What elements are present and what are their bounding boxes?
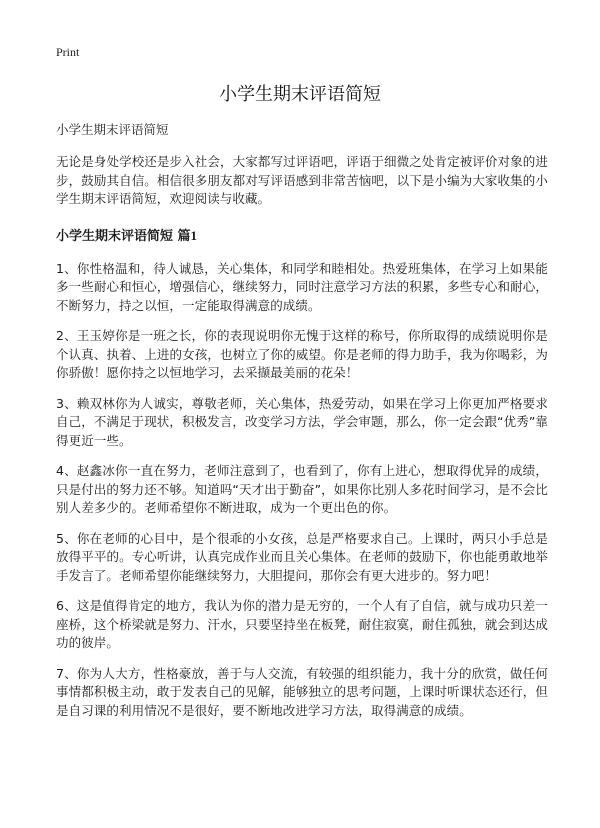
comment-item-5: 5、你在老师的心目中，是个很乖的小女孩，总是严格要求自己。上课时，两只小手总是放得平平的。专心听讲，认真完成作业而且关心集体。在老师的鼓励下，你也能勇敢地举手发言了。老师希望你能继续努力，大胆提问，那你会有更大进步的。努力吧！ [56,530,548,583]
document-subtitle: 小学生期末评语简短 [56,122,169,137]
document-body [56,121,548,732]
comment-item-3: 3、赖双林你为人诚实，尊敬老师，关心集体，热爱劳动，如果在学习上你更加严格要求自己，不满足于现状，积极发言，改变学习方法，学会审题，那么，你一定会跟“优秀”靠得更近一些。 [56,395,548,448]
comment-item-4: 4、赵鑫冰你一直在努力，老师注意到了，也看到了，你有上进心，想取得优异的成绩，只是付出的努力还不够。知道吗“天才出于勤奋”，如果你比别人多花时间学习，是不会比别人差多少的。老师希望你不断进取，成为一个更出色的你。 [56,463,548,515]
intro-paragraph: 无论是身处学校还是步入社会，大家都写过评语吧，评语于细微之处肯定被评价对象的进步，鼓励其自信。相信很多朋友都对写评语感到非常苦恼吧，以下是小编为大家收集的小学生期末评语简短，欢迎阅读与收藏。 [56,154,548,206]
section-heading-number: 1 [190,227,198,243]
comment-item-2: 2、王玉婷你是一班之长，你的表现说明你无愧于这样的称号，你所取得的成绩说明你是个认真、执着、上进的女孩，也树立了你的威望。你是老师的得力助手，我为你喝彩，为你骄傲！愿你持之以恒地学习，去采撷最美丽的花朵！ [56,328,548,380]
comment-item-7: 7、你为人大方，性格豪放，善于与人交流，有较强的组织能力，我十分的欣赏，做任何事情都积极主动，敢于发表自己的见解，能够独立的思考问题，上课时听课状态还行，但是自习课的利用情况不是很好，要不断地改进学习方法，取得满意的成绩。 [56,665,548,718]
section-heading-text: 小学生期末评语简短 篇 [56,228,191,244]
print-link[interactable]: Print [56,45,80,59]
comment-item-1: 1、你性格温和，待人诚恳，关心集体，和同学和睦相处。热爱班集体，在学习上如果能多一些耐心和恒心，增强信心，继续努力，同时注意学习方法的积累，多些专心和耐心，不断努力，持之以恒，一定能取得满意的成绩。 [56,260,548,313]
page-title: 小学生期末评语简短 [219,84,381,105]
comment-item-6: 6、这是值得肯定的地方，我认为你的潜力是无穷的，一个人有了自信，就与成功只差一座桥，这个桥梁就是努力、汗水，只要坚持坐在板凳，耐住寂寞，耐住孤独，就会到达成功的彼岸。 [56,598,548,650]
section-heading [56,227,548,246]
